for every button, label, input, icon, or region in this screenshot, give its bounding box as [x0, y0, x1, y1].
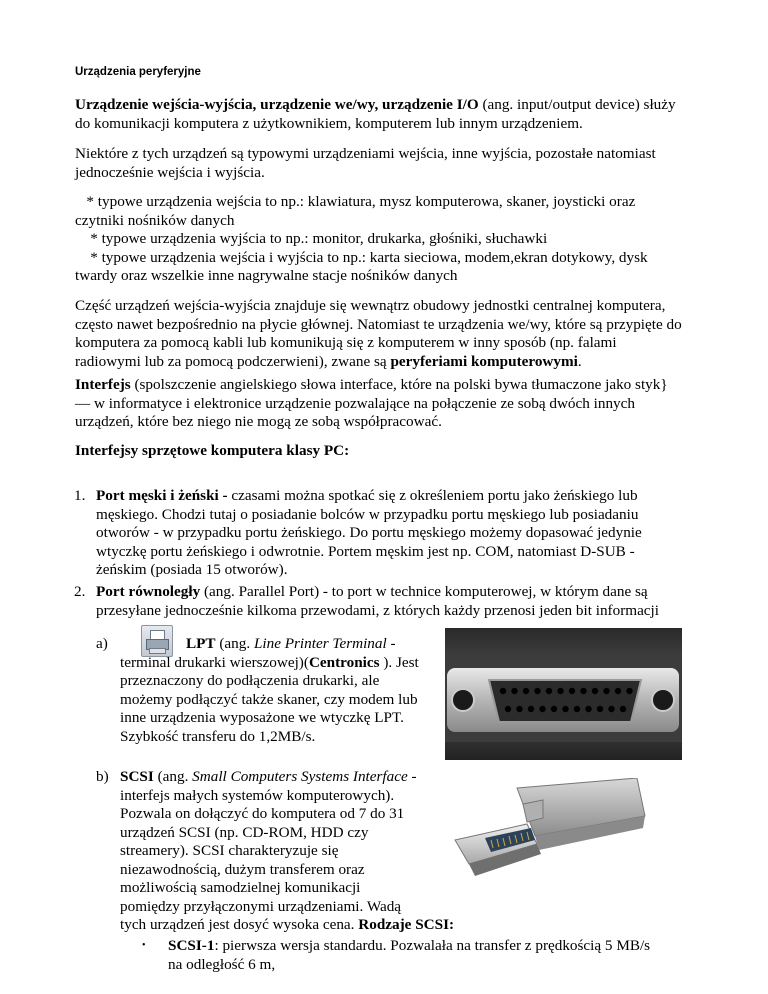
- section-heading: Interfejsy sprzętowe komputera klasy PC:: [75, 442, 350, 459]
- device-type-list: * typowe urządzenia wejścia to np.: klawiatura, mysz komputerowa, skaner, joysticki oraz czytniki nośników danych * typowe urządzenia wyjścia to np.: monitor, drukarka, głośniki, słuchawki * typowe urządzenia wejścia i wyjścia to np.: karta sieciowa, modem,ekran dotykowy, dysk twardy oraz wszelkie inne nagrywalne stacje nośników danych: [75, 193, 648, 284]
- paragraph-io-definition: Urządzenie wejścia-wyjścia, urządzenie we/wy, urządzenie I/O (ang. input/output device) służy do komunikacji komputera z użytkownikiem, komputerem lub innym urządzeniem.: [75, 96, 676, 132]
- list-item-parallel-port: 2. Port równoległy (ang. Parallel Port) - to port w technice komputerowej, w którym dane są przesyłane jednocześnie kilkoma przewodami, z których każdy przenosi jeden bit informacji: [74, 583, 659, 619]
- list-item-port-male-female: 1. Port męski i żeński - czasami można spotkać się z określeniem portu jako żeńskiego lub męskiego. Chodzi tutaj o posiadanie bolców w przypadku portu męskiego lub posiadaniu otworów - w przypadku portu żeńskiego. Do portu męskiego możemy dopasować jedynie wtyczkę portu żeńskiego i odwrotnie. Portem męskim jest np. COM, natomiast D-SUB - żeńskim (posiada 15 otworów).: [74, 487, 642, 578]
- sub-item-scsi: b) SCSI (ang. Small Computers Systems Interface - interfejs małych systemów komputerowych). Pozwala on dołączyć do komputera od 7 do 31 urządzeń SCSI (np. CD-ROM, HDD czy streamery). SCSI charakteryzuje się niezawodnością, dużym transferem oraz możliwością samodzielnej komunikacji pomiędzy przyłączonymi urządzeniami. Wadą tych urządzeń jest dosyć wysoka cena. Rodzaje SCSI:: [96, 768, 455, 933]
- paragraph-io-types: Niektóre z tych urządzeń są typowymi urządzeniami wejścia, inne wyjścia, pozostałe natomiast jednocześnie wejścia i wyjścia.: [75, 145, 656, 181]
- centronics-connector-photo: [447, 778, 647, 883]
- paragraph-peripherals: Część urządzeń wejścia-wyjścia znajduje się wewnątrz obudowy jednostki centralnej komputera, często nawet bezpośrednio na płycie głównej. Natomiast te urządzenia we/wy, które są przypięte do komputera za pomocą kabli lub komunikują się z komputerem w inny sposób (np. falami radiowymi lub za pomocą podczerwieni), zwane są peryferiami komputerowymi.: [75, 297, 682, 370]
- doc-small-title: Urządzenia peryferyjne: [75, 66, 201, 78]
- db25-port-photo: [445, 628, 682, 760]
- paragraph-interface: Interfejs (spolszczenie angielskiego słowa interface, które na polski bywa tłumaczone jako styk} — w informatyce i elektronice urządzenie pozwalające na połączenie ze sobą dwóch innych urządzeń, które bez niego nie mogą ze sobą współpracować.: [75, 376, 668, 430]
- sub-item-lpt: a) LPT (ang. Line Printer Terminal - terminal drukarki wierszowej)(Centronics ). Jest przeznaczony do podłączenia drukarki, ale możemy podłączyć także skaner, czy modem lub inne urządzenia wyposażone we wtyczkę LPT. Szybkość transferu do 1,2MB/s.: [96, 635, 419, 745]
- bullet-scsi-1: • SCSI-1: pierwsza wersja standardu. Pozwalała na transfer z prędkością 5 MB/s na odległość 6 m,: [142, 937, 651, 973]
